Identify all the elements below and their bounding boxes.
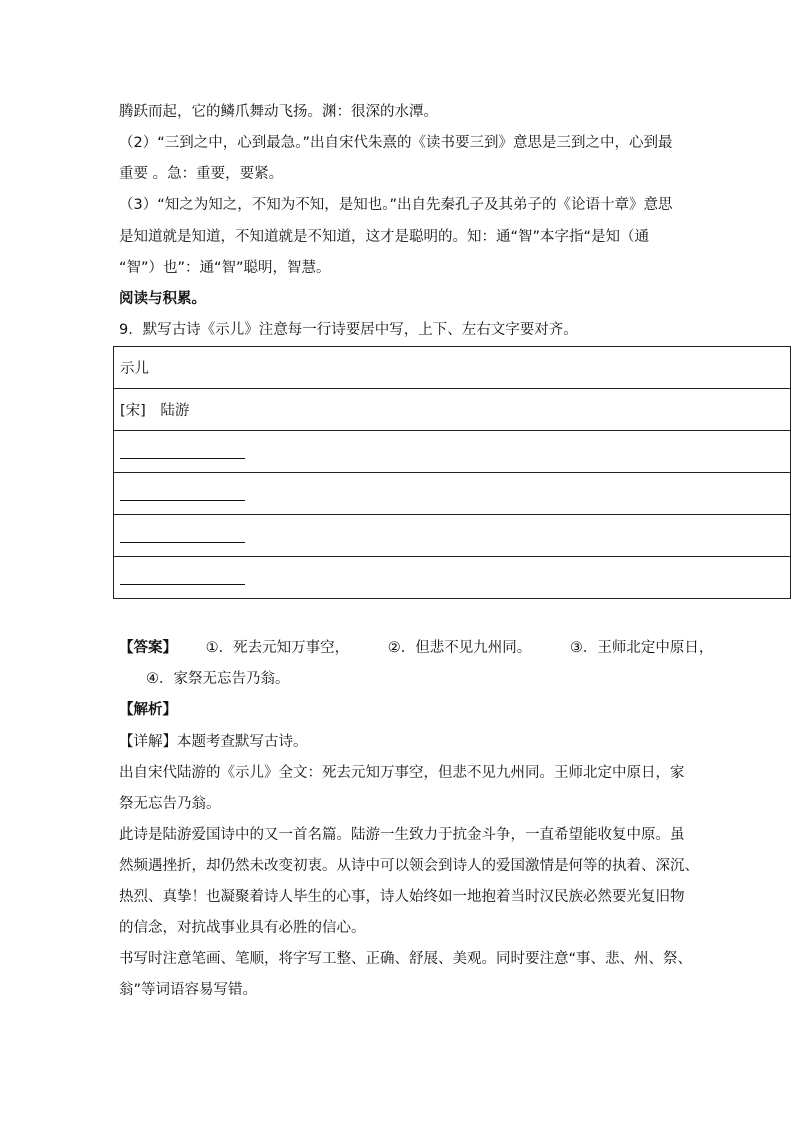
answer-blank[interactable] (120, 528, 245, 543)
detail-line: 【详解】本题考查默写古诗。 (119, 734, 308, 750)
answer-item: ②．但悲不见九州同。 (387, 640, 532, 656)
answer-item: ④．家祭无忘告乃翁。 (146, 671, 290, 687)
paragraph-line: （2）“三到之中，心到最急。”出自宋代朱熹的《读书要三到》意思是三到之中，心到最 (119, 135, 673, 151)
paragraph-line: “智”）也”：通“智”聪明，智慧。 (119, 260, 331, 276)
answer-label: 【答案】 (119, 640, 177, 656)
paragraph-line: 重要 。急：重要，要紧。 (119, 166, 284, 182)
paragraph-line: 是知道就是知道，不知道就是不知道，这才是聪明的。知：通“智”本字指“是知（通 (119, 229, 650, 245)
blank-cell (114, 431, 791, 473)
detail-line: 祭无忘告乃翁。 (119, 796, 221, 812)
detail-line: 热烈、真挚！也凝聚着诗人毕生的心事，诗人始终如一地抱着当时汉民族必然要光复旧物 (119, 889, 685, 905)
detail-line: 然频遇挫折，却仍然未改变初衷。从诗中可以领会到诗人的爱国激情是何等的执着、深沉、 (119, 858, 699, 874)
blank-cell (114, 557, 791, 599)
section-title: 阅读与积累。 (119, 291, 206, 307)
detail-line: 的信念，对抗战事业具有必胜的信心。 (119, 920, 366, 936)
table-row (114, 557, 791, 599)
poem-table (113, 346, 791, 599)
detail-line: 出自宋代陆游的《示儿》全文：死去元知万事空，但悲不见九州同。王师北定中原日，家 (119, 765, 685, 781)
answer-blank[interactable] (120, 570, 245, 585)
question-text: 9．默写古诗《示儿》注意每一行诗要居中写，上下、左右文字要对齐。 (119, 322, 578, 338)
table-row (114, 473, 791, 515)
table-row (114, 347, 791, 389)
paragraph-line: （3）“知之为知之，不知为不知，是知也。”出自先秦孔子及其弟子的《论语十章》意思 (119, 197, 673, 213)
table-row (114, 515, 791, 557)
poem-title-cell: 示儿 (114, 347, 791, 389)
paragraph-line: 腾跃而起，它的鳞爪舞动飞扬。渊：很深的水潭。 (119, 104, 438, 120)
analysis-label: 【解析】 (119, 702, 177, 718)
answer-item: ③．王师北定中原日， (569, 640, 714, 656)
answer-item: ①．死去元知万事空， (205, 640, 350, 656)
answer-blank[interactable] (120, 444, 245, 459)
answer-line (119, 638, 713, 658)
blank-cell (114, 473, 791, 515)
answer-blank[interactable] (120, 486, 245, 501)
poem-author-cell: [宋] 陆游 (114, 389, 791, 431)
table-row (114, 431, 791, 473)
detail-line: 此诗是陆游爱国诗中的又一首名篇。陆游一生致力于抗金斗争，一直希望能收复中原。虽 (119, 827, 685, 843)
detail-line: 书写时注意笔画、笔顺，将字写工整、正确、舒展、美观。同时要注意“事、悲、州、祭、 (119, 951, 693, 967)
detail-line: 翁”等词语容易写错。 (119, 982, 258, 998)
blank-cell (114, 515, 791, 557)
table-row (114, 389, 791, 431)
